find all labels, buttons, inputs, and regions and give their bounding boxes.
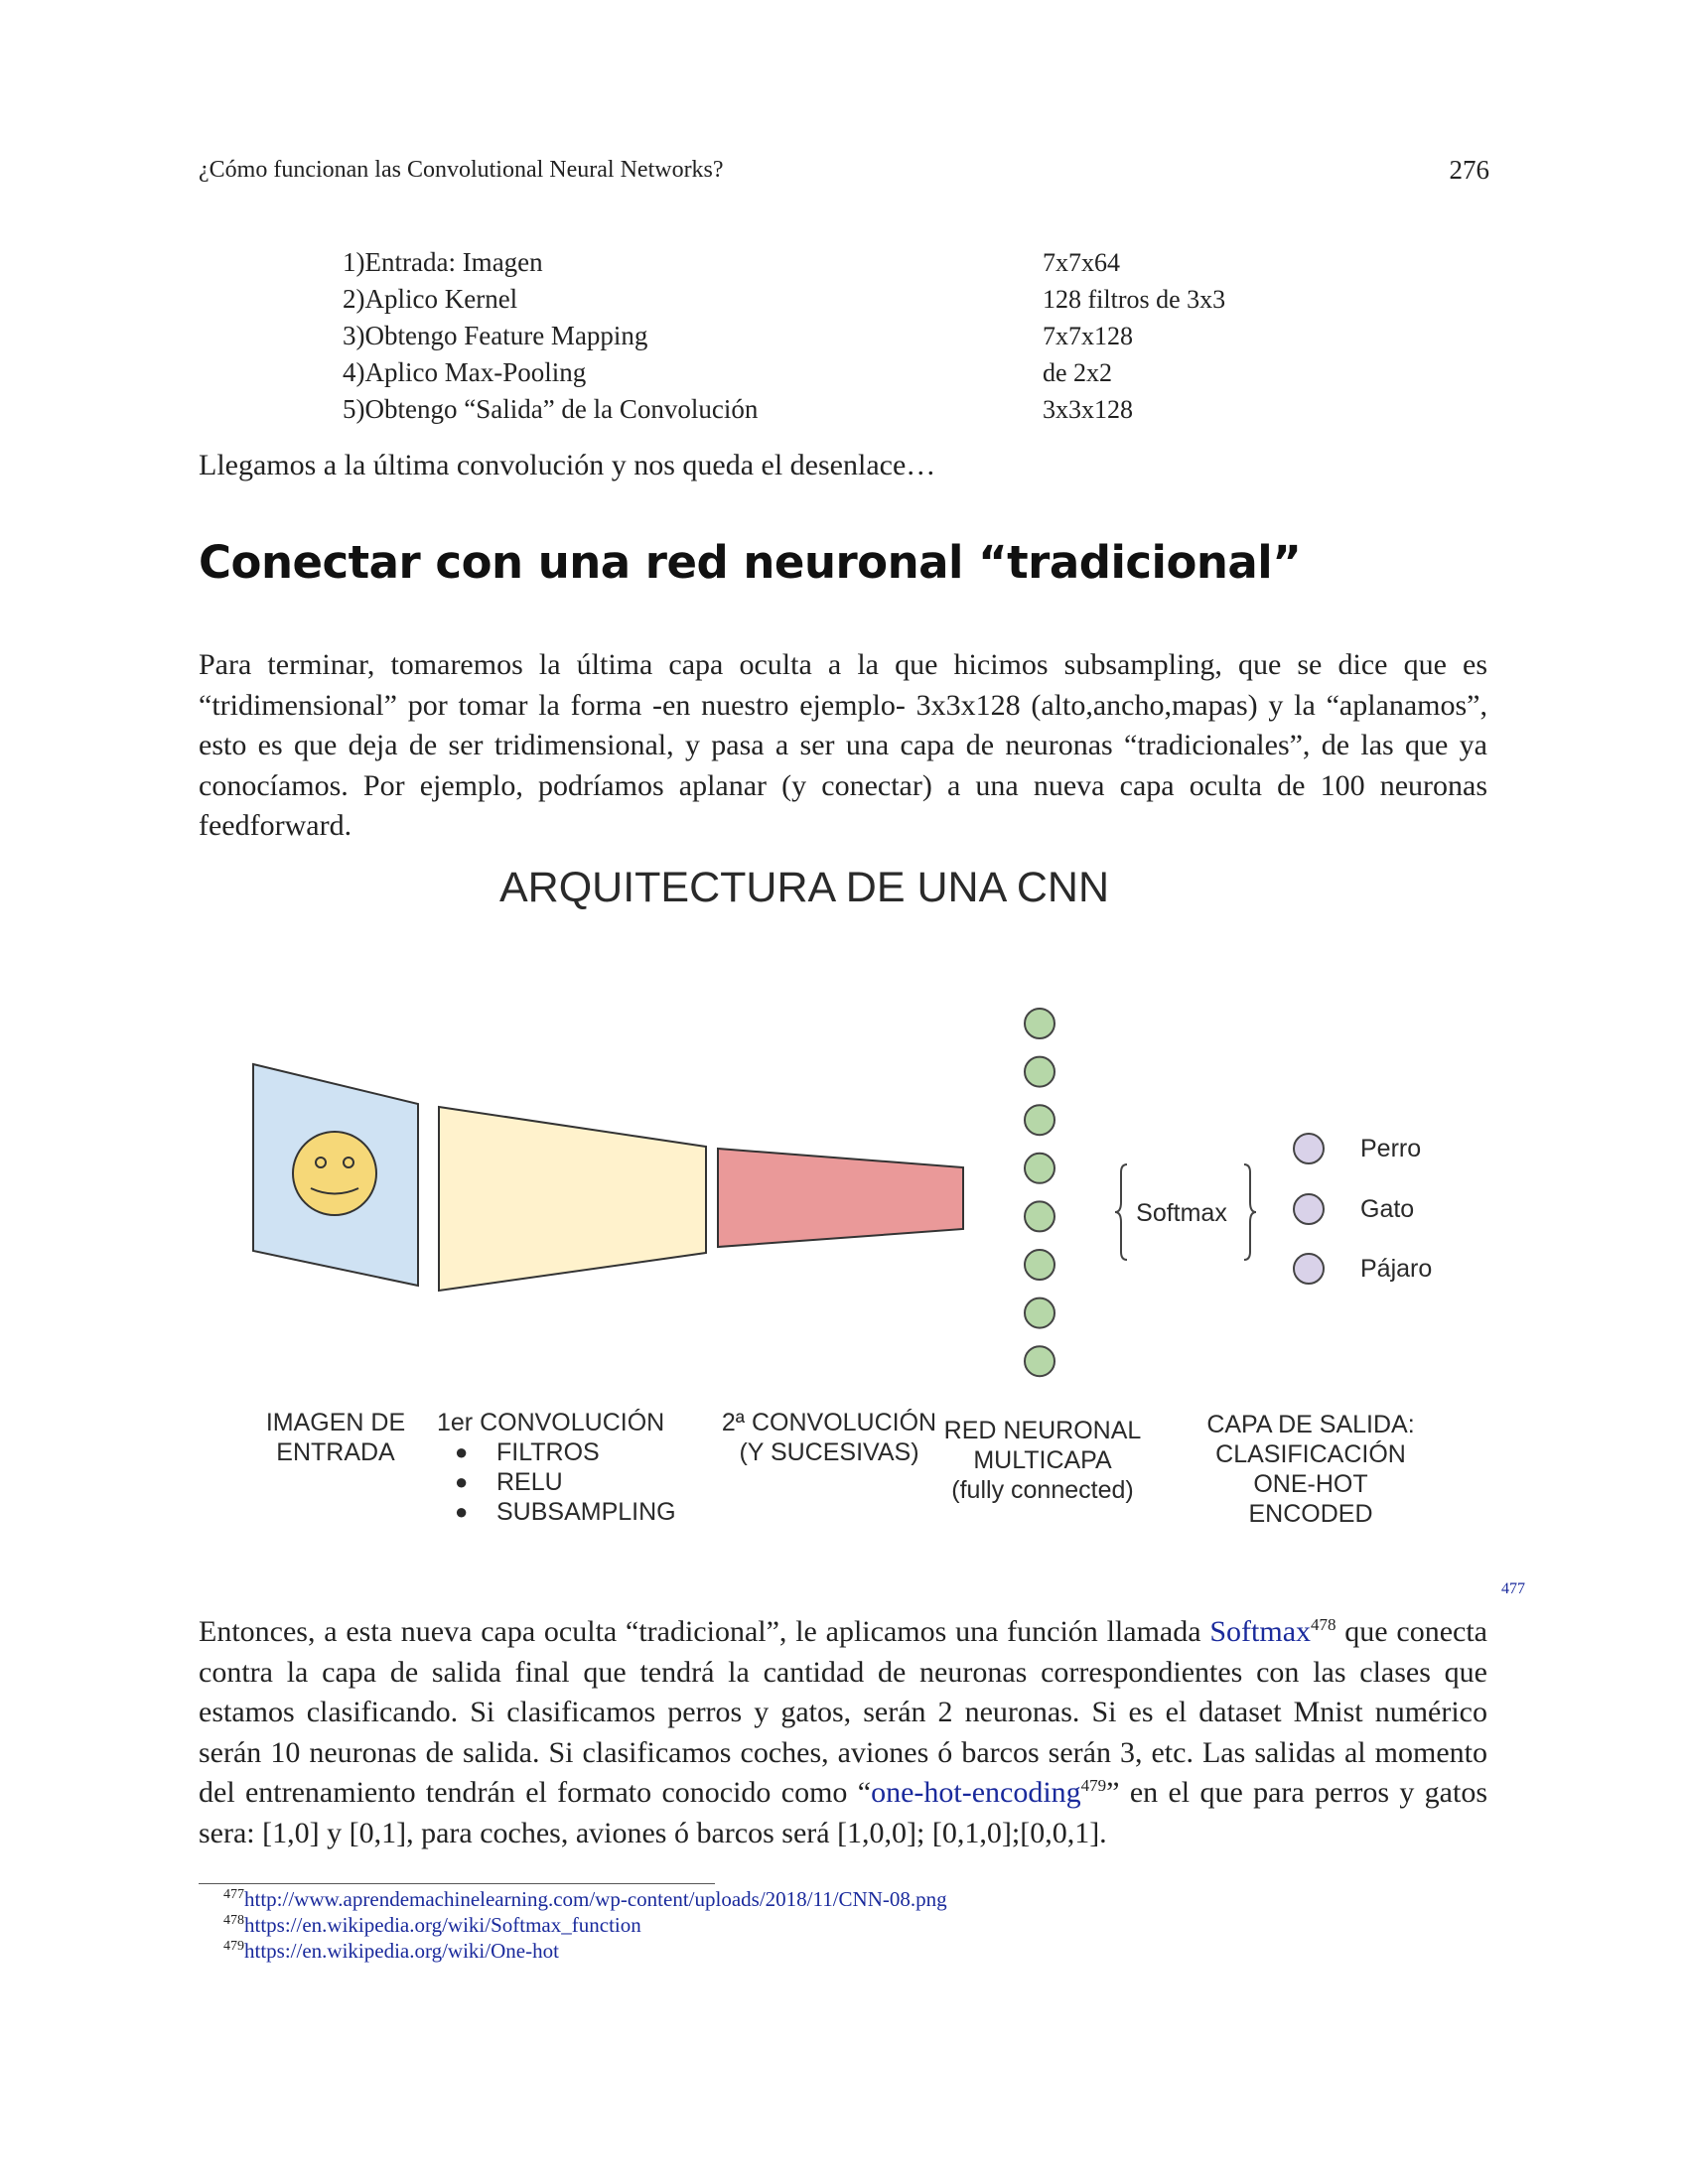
conv2-layer [718,1149,963,1247]
body-paragraph-1: Para terminar, tomaremos la última capa oculta a la que hicimos subsampling, que se dice que es “tridimensional” por tomar la forma -en nuestro ejemplo- 3x3x128 (alto,ancho,mapas) y la “aplanamos”, esto es que deja de ser tridimensional, y pasa a ser una capa de neuronas “tradicionales”, de las que ya conocíamos. Por ejemplo, podríamos aplanar (y conectar) a una nueva capa oculta de 100 neuronas feedforward. [199,648,1487,842]
footnote-number: 477 [223,1887,244,1902]
text-run: que conecta contra la capa de salida final que tendrá la cantidad de neuronas correspondientes con las clases que estamos clasificando. Si clasificamos perros y gatos, serán 2 neuronas. Si es el dataset Mnist numérico serán 10 neuronas de salida. Si clasificamos coches, aviones ó barcos serán 3, etc. Las salidas al momento del entrenamiento tendrán el formato conocido como “ [199,1615,1488,1809]
step-value: 7x7x128 [1043,321,1133,350]
label-line: ENTRADA [276,1438,395,1466]
output-neuron [1294,1134,1324,1163]
step-label: 4)Aplico Max-Pooling [343,357,587,387]
softmax-link[interactable]: Softmax [1209,1615,1312,1648]
label-input [246,1408,425,1467]
label-output [1192,1410,1430,1529]
label-conv1 [437,1408,735,1527]
hidden-neurons [1025,1009,1055,1376]
label-line: 2ª CONVOLUCIÓN [721,1409,937,1436]
section-heading: Conectar con una red neuronal “tradicional” [199,536,1302,589]
label-line: RED NEURONAL [943,1417,1142,1444]
label-line: ENCODED [1248,1500,1373,1528]
bullet-item: ● SUBSAMPLING [437,1497,735,1527]
softmax-brace-left-icon [1115,1164,1127,1260]
bullet-item: ● RELU [437,1467,735,1497]
label-line: CAPA DE SALIDA: [1206,1411,1415,1438]
step-label: 5)Obtengo “Salida” de la Convolución [343,394,759,424]
label-line: (fully connected) [951,1476,1134,1504]
footnote-ref[interactable]: 479 [1080,1776,1107,1795]
label-line: IMAGEN DE [265,1409,406,1436]
footnotes [223,1886,947,1964]
label-line: (Y SUCESIVAS) [739,1438,919,1466]
output-neuron [1294,1254,1324,1284]
one-hot-link[interactable]: one-hot-encoding [871,1776,1081,1809]
step-value: 3x3x128 [1043,394,1133,424]
step-value: 128 filtros de 3x3 [1043,284,1226,314]
footnote-item [223,1886,947,1912]
body-paragraph-2 [199,1612,1487,1853]
step-value: de 2x2 [1043,357,1113,387]
output-label: Gato [1360,1195,1415,1223]
softmax-brace-right-icon [1244,1164,1256,1260]
conv1-bullets [437,1437,735,1527]
footnote-link[interactable]: https://en.wikipedia.org/wiki/One-hot [244,1939,559,1963]
running-header-title: ¿Cómo funcionan las Convolutional Neural Networks? [199,157,724,183]
label-line: CLASIFICACIÓN [1215,1440,1406,1468]
step-label: 3)Obtengo Feature Mapping [343,321,648,350]
footnote-link[interactable]: https://en.wikipedia.org/wiki/Softmax_function [244,1913,641,1937]
output-neuron [1294,1194,1324,1224]
hidden-neuron [1025,1154,1055,1183]
hidden-neuron [1025,1105,1055,1135]
hidden-neuron [1025,1009,1055,1038]
output-label: Pájaro [1360,1255,1433,1283]
label-line: 1er CONVOLUCIÓN [437,1409,665,1436]
figure-title: ARQUITECTURA DE UNA CNN [498,864,1109,911]
intro-paragraph: Llegamos a la última convolución y nos queda el desenlace… [199,449,936,481]
softmax-label: Softmax [1136,1199,1227,1227]
output-label: Perro [1360,1135,1422,1162]
conv1-layer [439,1107,706,1291]
label-line: MULTICAPA [973,1446,1112,1474]
hidden-neuron [1025,1298,1055,1328]
step-value: 7x7x64 [1043,247,1120,277]
page-number: 276 [1449,155,1489,185]
smiley-face-icon [293,1132,376,1215]
footnote-item [223,1938,947,1964]
step-label: 1)Entrada: Imagen [343,247,543,277]
footnote-ref[interactable]: 478 [1311,1615,1336,1634]
text-run: ” en el que para perros y gatos sera: [1,0] y [0,1], para coches, aviones ó barcos será [1,0,0]; [0,1,0];[0,0,1]. [199,1776,1487,1849]
label-conv2 [695,1408,963,1467]
hidden-neuron [1025,1201,1055,1231]
figure-footnote-link[interactable]: 477 [1501,1580,1525,1597]
footnote-number: 478 [223,1913,244,1928]
footnote-link[interactable]: http://www.aprendemachinelearning.com/wp-content/uploads/2018/11/CNN-08.png [244,1887,947,1911]
hidden-neuron [1025,1057,1055,1087]
step-label: 2)Aplico Kernel [343,284,518,314]
hidden-neuron [1025,1250,1055,1280]
hidden-neuron [1025,1346,1055,1376]
label-line: ONE-HOT [1253,1470,1368,1498]
label-neural-net [933,1416,1152,1505]
footnote-item [223,1912,947,1938]
text-run: Entonces, a esta nueva capa oculta “tradicional”, le aplicamos una función llamada [199,1615,1210,1648]
footnote-number: 479 [223,1939,244,1954]
footnote-divider [199,1883,715,1884]
bullet-item: ● FILTROS [437,1437,735,1467]
